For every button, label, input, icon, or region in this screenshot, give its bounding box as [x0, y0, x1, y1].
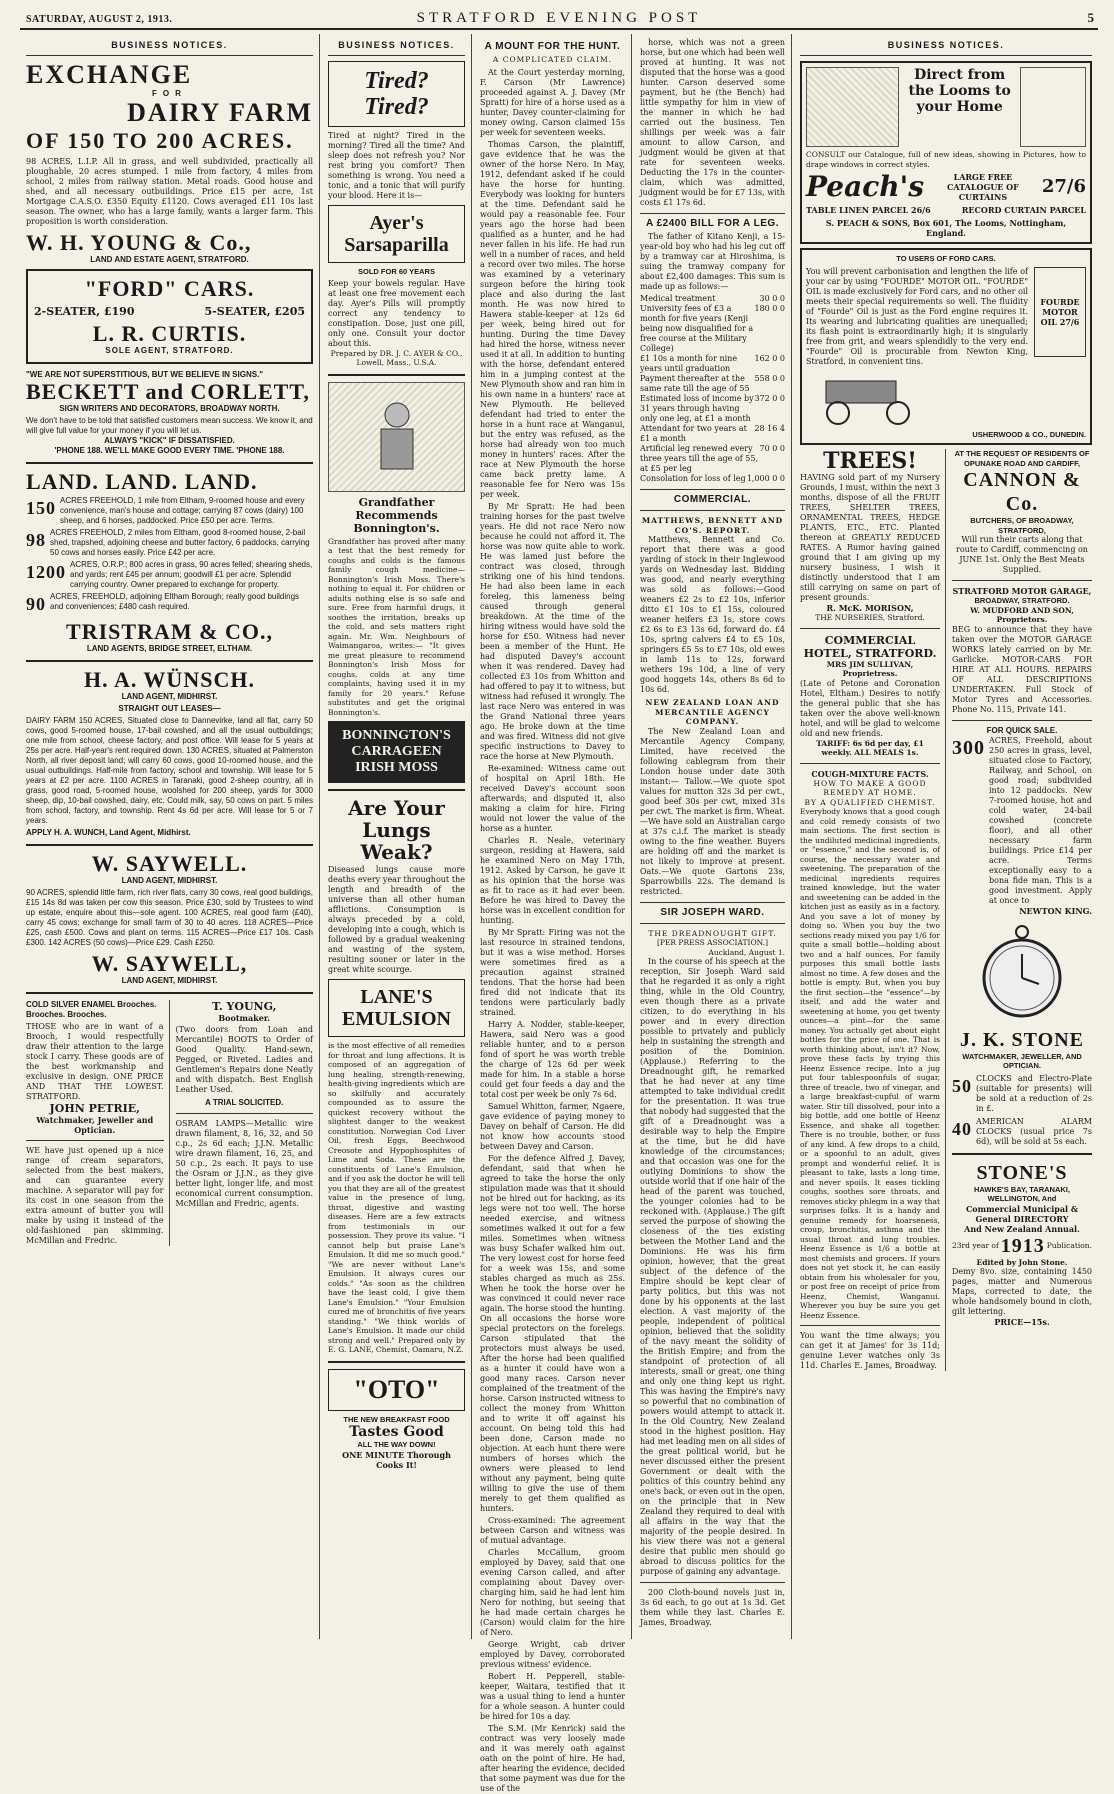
leg-heading: A £2400 BILL FOR A LEG.	[645, 218, 779, 229]
fourde-ad	[800, 248, 1092, 445]
ayers-maker: Prepared by DR. J. C. AYER & CO., Lowell, Mass., U.S.A.	[330, 348, 463, 367]
directory-places: HAWKE'S BAY, TARANAKI, WELLINGTON, And	[974, 1184, 1070, 1203]
stone-40-number: 40	[952, 1118, 972, 1139]
ford-cars-ad	[26, 269, 313, 364]
saywell-name-2: W. SAYWELL,	[91, 951, 248, 976]
directory-annual: And New Zealand Annual.	[964, 1223, 1080, 1234]
wunsch-name: H. A. WÜNSCH.	[84, 667, 255, 692]
paper-title: STRATFORD EVENING POST	[416, 10, 702, 26]
peach-table-parcel: TABLE LINEN PARCEL 26/6	[806, 205, 931, 215]
young-boot-ad	[176, 1000, 314, 1246]
column-5	[794, 34, 1098, 1639]
exchange-farm: DAIRY FARM	[127, 98, 313, 127]
beckett-phone: 'PHONE 188. WE'LL MAKE GOOD EVERY TIME. 'PHONE 188.	[54, 446, 285, 455]
beckett-tagline: "WE ARE NOT SUPERSTITIOUS, BUT WE BELIEVE IN SIGNS."	[26, 370, 264, 379]
land-heading: LAND. LAND. LAND.	[26, 469, 258, 494]
young-boot-name: T. YOUNG,	[212, 1000, 277, 1013]
bonnington-brand: BONNINGTON'S CARRAGEEN IRISH MOSS	[328, 721, 465, 783]
beckett-kick: ALWAYS "KICK" IF DISSATISFIED.	[104, 436, 235, 445]
lungs-heading: Are Your Lungs Weak?	[348, 796, 445, 864]
broadway-novels: 200 Cloth-bound novels just in, 3s 6d each, to go out at 1s 3d. Get them while they last. Charles E. James, Broadway.	[640, 1588, 785, 1627]
ford-agent-sub: SOLE AGENT, STRATFORD.	[105, 346, 234, 355]
peach-brand: Peach's	[806, 170, 925, 203]
right-subcolumn	[952, 449, 1092, 1371]
separator-ad: WE have just opened up a nice range of cream separators, selected from the best makers, and can guarantee every machine. A separator will pay for its cost in one season from the extra amount of butter you will make by using it instead of the old-fashioned pan skimming. McMillan and Fredric.	[26, 1146, 164, 1245]
tristram-name: TRISTRAM & CO.,	[66, 619, 273, 644]
ayers-brand: Ayer's Sarsaparilla	[328, 205, 465, 263]
sale-agent: NEWTON KING.	[1019, 905, 1092, 916]
cannon-name: CANNON & Co.	[963, 469, 1081, 515]
directory-price: PRICE—15s.	[994, 1317, 1050, 1327]
ward-body: In the course of his speech at the reception, Sir Joseph Ward said that he regarded it as only a right thing, while in the Old Country, even though there as a private citizen, to do everything in his power and in every direction possible to privately and publicly help in sustaining the strength and position of the Dominion. (Applause.) Referring to the Dreadnought gift, he remarked that he had never at any time attempted to take individual credit for the presentation. It was true that nobody had suggested that the gift of a Dreadnought was a desirable way to help the Empire at the time, but he did have knowledge of the circumstances; and that occasion was one for the outlying Dominions to show the outside world that if one hair of the head of the parent was touched, the younger colonies had to be reckoned with. (Applause.) The gift served the purpose of showing the closeness of the ties existing between the Mother Land and the Dominions. He was his firm opinion, however, that the great subject of the defence of the Empire should be kept clear of party politics, but this was not done by his opponents at the last election. A vast majority of the people, independent of political opinion, believed that the solidity of the navy meant the solidity of the British Empire; and from the standpoint of protection of all interests, small or great, one thing and only one thing kept us right. This was having the Empire's navy so powerful that no combination of powers would attempt to attack it. In the Old Country, New Zealand stood in the highest position. Hay had met leading men on all sides of the great political world, but he never discussed either the present Government or dealt with the politics of this country behind any one's back, or even out in the open, on the principle that in New Zealand they required to deal with all affairs in the way that the majority of the people desired. In his view there was not a general desire that public men should go abroad to discuss politics for the purpose of gaining any advantage.	[640, 957, 785, 1576]
leg-table	[640, 294, 785, 484]
fourde-tin: FOURDE MOTOR OIL 27/6	[1034, 267, 1086, 357]
young-agent-sub: LAND AND ESTATE AGENT, STRATFORD.	[90, 255, 249, 264]
garage-body: BEG to announce that they have taken over the MOTOR GARAGE WORKS lately carried on by Mr. Garlicke. MOTOR-CARS FOR HIRE AT ALL HOURS. REPAIRS OF ALL DESCRIPTIONS UNDERTAKEN. Full Stock of Motor Tyres and Accessories. Phone No. 115, Private 141.	[952, 624, 1092, 714]
garage-heading: STRATFORD MOTOR GARAGE,	[952, 586, 1092, 596]
trees-heading: TREES!	[823, 448, 917, 474]
hunt-subheading: A COMPLICATED CLAIM.	[492, 55, 613, 64]
leg-table-row: University fees of £3 a month for five years (Kenji being now disqualified for a free course at the Military College) 180 0 0	[640, 304, 785, 353]
section-heading: BUSINESS NOTICES.	[887, 40, 1005, 50]
ward-assoc: [PER PRESS ASSOCIATION.]	[656, 938, 769, 947]
peach-maker: S. PEACH & SONS, Box 601, The Looms, Nottingham, England.	[825, 218, 1067, 238]
ford-heading: "FORD" CARS.	[84, 276, 255, 301]
fourde-body: You will prevent carbonisation and lengthen the life of your car by using "FOURDE" MOTOR OIL. "FOURDE" OIL is made exclusively for Ford cars, and no other oil meets their special requirements so well. The fluidity of "Fourde" Oil is just as the Ford engine requires it. Its wearing and lubricating qualities are unequalled; its flash point is extraordinarily high; it is singularly free from grit, and wears splendidly to the very end. "Fourde" Oil is procurable from Newton King, Stratford, in convenient tins.	[806, 266, 1028, 366]
wunsch-apply: APPLY H. A. WUNCH, Land Agent, Midhirst.	[26, 828, 191, 837]
directory-body: Demy 8vo. size, containing 1450 pages, matter and Numerous Maps, corrected to date, the whole handsomely bound in cloth, gilt lettering.	[952, 1267, 1092, 1316]
leg-table-row: Medical treatment 30 0 0	[640, 294, 785, 303]
fourde-heading: TO USERS OF FORD CARS.	[896, 254, 996, 263]
tired-heading: Tired? Tired?	[328, 61, 465, 127]
pocket-watch-icon	[977, 922, 1067, 1022]
garage-proprietor: W. MUDFORD AND SON, Proprietors.	[970, 605, 1074, 624]
ford-agent-name: L. R. CURTIS.	[92, 321, 247, 346]
oto-minute: ONE MINUTE Thorough Cooks It!	[342, 1449, 451, 1470]
sale-heading: FOR QUICK SALE.	[986, 725, 1058, 735]
hunt-continued: horse, which was not a green horse, but one which had been well proved at hunting. It was not disputed that the horse was a good hunter. Carson deserved some payment, but he (the Bench) had little sympathy for him in view of the manner in which he had carried out the business. Ten shillings per week was a fair amount to allow Carson, and judgment would be given at that rate for seventeen weeks. Deducting the 17s in the counter-claim, which was admitted, judgment would be for £7 13s, with costs £1 17s 6d.	[640, 38, 785, 207]
stone-alarms: AMERICAN ALARM CLOCKS (usual price 7s 6d), will be sold at 5s each.	[976, 1116, 1092, 1146]
sale-number: 300	[952, 736, 985, 759]
oto-brand: "OTO"	[328, 1369, 465, 1411]
mbc-heading: MATTHEWS, BENNETT AND CO'S. REPORT.	[641, 516, 784, 535]
land-item: 90 ACRES, FREEHOLD, adjoining Eltham Borough; really good buildings and conveniences; £480 cash required.	[26, 592, 300, 614]
saywell-body: 90 ACRES, splendid little farm, rich river flats, carry 30 cows, real good buildings, £15 14s 8d was taken per cow this season. Price £30, sold by Trustees to wind up estate, enquire about this—sole agent. 100 ACRES, real good farm (£40), carry 45 cows; exchange for small farm of 30 to 40 acres. 118 ACRES—Price £25, cash £500. Cows and plant on terms. 115 ACRES—Price £17 10s. Cash £300. 142 ACRES (50 cows)—Price £29. Cash £250.	[26, 888, 313, 947]
oto-way: ALL THE WAY DOWN!	[357, 1440, 436, 1449]
stone-sub: WATCHMAKER, JEWELLER, AND OPTICIAN.	[962, 1051, 1082, 1070]
bonnington-body: Grandfather has proved after many a test that the best remedy for coughs and colds is the famous family cough medicine—Bonnington's Irish Moss. There's nothing to equal it. For children or adults nothing else is so safe and sure. Free from harmful drugs, it soothes the irritation, breaks up the cold, and sets matters right again. Mr. Wm. Neighbours of Waimangaroa, writes:— "It gives me great pleasure to recommend Bonnington's Irish Moss for coughs, colds at any time complaints, having used it in my family for 20 years." Refuse substitutes and get the original Bonnington's.	[328, 536, 465, 717]
beckett-trade: SIGN WRITERS AND DECORATORS, BROADWAY NORTH.	[59, 404, 280, 413]
hotel-proprietor: MRS JIM SULLIVAN, Proprietress.	[826, 659, 914, 678]
masthead	[20, 8, 1098, 30]
section-heading: BUSINESS NOTICES.	[338, 40, 455, 50]
grandfather-illustration	[328, 382, 465, 492]
ford-5-seater: 5-SEATER, £205	[204, 305, 305, 318]
saywell-sub-2: LAND AGENT, MIDHIRST.	[121, 976, 218, 985]
beckett-body: We don't have to be told that satisfied customers mean success. We know it, and will give full value for your money if you will let us.	[26, 416, 313, 435]
leg-table-row: Estimated loss of income by 31 years through having only one leg, at £1 a month 372 0 0	[640, 394, 785, 423]
beckett-names: BECKETT and CORLETT,	[26, 379, 310, 404]
directory-title: Commercial Municipal & General DIRECTORY	[965, 1203, 1079, 1224]
land-item: 150 ACRES FREEHOLD, 1 mile from Eltham, 9-roomed house and every convenience, man's house and cottage; carrying 87 cows (dairy) 100 sheep, and 6 horses, paddocked. Price £50 per acre. Terms.	[26, 496, 305, 525]
young-boot-body: (Two doors from Loan and Mercantile) BOOTS to Order of Good Quality. Hand-sewn, Pegged, or Riveted. Ladies and Gentlemen's Repairs done Neatly and with dispatch. Best English Leather Used.	[175, 1025, 313, 1094]
ford-2-seater: 2-SEATER, £190	[34, 305, 135, 318]
trees-name: R. McK. MORISON,	[826, 603, 914, 613]
issue-date: SATURDAY, AUGUST 2, 1913.	[26, 14, 173, 25]
stone-clocks: CLOCKS and Electro-Plate (suitable for presents) will be sold at a reduction of 2s in £.	[976, 1073, 1092, 1113]
ward-heading: SIR JOSEPH WARD.	[660, 906, 765, 918]
watch-ad: You want the time always; you can get it at James' for 3s 11d; genuine Lever watches only 3s 11d. Charles E. James, Broadway.	[800, 1331, 940, 1370]
exchange-heading: EXCHANGE	[26, 60, 193, 89]
leg-table-row: £1 10s a month for nine years until graduation 162 0 0	[640, 354, 785, 373]
land-item: 98 ACRES FREEHOLD, 2 miles from Eltham, good 8-roomed house, 2-bail shed, trapshed, adjoining cheese and butter factory, 6 paddocks, carrying 50 cows and horses easily. Price £42 per acre.	[26, 528, 310, 557]
trees-sub: THE NURSERIES, Stratford.	[815, 613, 925, 622]
exchange-for: FOR	[152, 89, 187, 98]
wunsch-sub: LAND AGENT, MIDHIRST.	[121, 692, 218, 701]
loom-illustration	[806, 67, 899, 147]
leg-table-row: Payment thereafter at the same rate till the age of 55 558 0 0	[640, 374, 785, 393]
land-list	[26, 496, 313, 616]
saywell-name: W. SAYWELL.	[91, 851, 248, 876]
ayers-body: Keep your bowels regular. Have at least one free movement each day. Ayer's Pills will promptly correct any tendency to constipation. Dose, just one pill, only one. Consult your doctor about this.	[328, 278, 465, 348]
lanes-brand: LANE'S EMULSION	[328, 979, 465, 1037]
exchange-body: 98 ACRES, L.I.P. All in grass, and well subdivided, practically all ploughable, 20 acres stumped. 1 mile from factory, 4 miles from school, 2 miles from railway station. Metal roads. Good house and shed, and all necessary outbuildings. Price £15 per acre, 1st Mortgage C.A.S.O. £350 Equity £1120. Cows averaged £11 10s last season. The owner, who has a large family, wants a larger farm. This proposition is worth consideration.	[26, 157, 313, 226]
garage-sub: BROADWAY, STRATFORD.	[974, 596, 1070, 605]
clock-illustration	[952, 922, 1092, 1022]
wunsch-lease: STRAIGHT OUT LEASES—	[118, 704, 221, 713]
column-4	[634, 34, 792, 1639]
young-boot-trial: A TRIAL SOLICITED.	[205, 1098, 284, 1107]
commercial-heading: COMMERCIAL.	[673, 494, 752, 505]
hotel-tariff: TARIFF: 6s 6d per day, £1 weekly. ALL MEALS 1s.	[816, 738, 924, 757]
stone-50-number: 50	[952, 1075, 972, 1096]
peach-free: LARGE FREE CATALOGUE OF CURTAINS	[947, 172, 1019, 202]
section-heading: BUSINESS NOTICES.	[111, 40, 228, 50]
petrie-name: JOHN PETRIE,	[49, 1102, 140, 1115]
ayers-sold: SOLD FOR 60 YEARS	[358, 267, 435, 276]
peach-direct: Direct from the Looms to your Home	[908, 67, 1011, 115]
leg-table-row: Consolation for loss of leg 1,000 0 0	[640, 474, 785, 483]
tired-body: Tired at night? Tired in the morning? Tired all the time? And sleep does not refresh you? Nor rest bring you comfort? Then something is wrong. You need a tonic, and a tonic that will purify your blood. Here it is—	[328, 131, 465, 200]
cannon-body: Will run their carts along that route to Cardiff, commencing on JUNE 1st. Only the Best Meats Supplied.	[956, 535, 1088, 574]
hunt-heading: A MOUNT FOR THE HUNT.	[484, 41, 621, 52]
exchange-acres: OF 150 TO 200 ACRES.	[26, 128, 294, 153]
column-1	[20, 34, 320, 1639]
tristram-sub: LAND AGENTS, BRIDGE STREET, ELTHAM.	[86, 644, 253, 653]
mbc-body: Matthews, Bennett and Co. report that there was a good yarding of stock in their Inglewood yards on Wednesday last. Bidding was good, and nearly everything was sold as follows:—Good weaners £2 2s to £2 10s, inferior ditto £1 10s to £1 15s, coloured weaner heifers £3 1s, store cows £2 6s to £3 13s 6d, forward do. £4 10s, spring calvers £4 to £5 10s, springers £5 5s to £7 10s, old ewes in lamb 11s to 12s, forward wethers 19s 10d, a line of very good hoggets 14s, others 8s 6d to 10s 6d.	[640, 535, 785, 694]
cannon-request: AT THE REQUEST OF RESIDENTS OF OPUNAKE ROAD AND CARDIFF,	[954, 449, 1090, 468]
cough-subheading: HOW TO MAKE A GOOD REMEDY AT HOME.	[813, 778, 927, 797]
petrie-sub: Watchmaker, Jeweller and Optician.	[36, 1115, 154, 1135]
wunsch-body: DAIRY FARM 150 ACRES, Situated close to Dannevirke, land all flat, carry 50 cows, good 5-roomed house, 17-bail cowshed, and all the usual outbuildings; one mile from school, cheese factory, and post office. Will lease for 5 years at 25s per acre. Half-year's rent required down. 130 ACRES, situated at Palmerston North, all river deposit land; will carry 60 cows, good 10-roomed house, and the usual outbuildings. Half-mile from factory, school and township. Will lease for 5 years at £2 per acre. 1100 ACRES in Taranaki, good 2-sheep country, all in grass, good road, 5-roomed house, woolshed for 200 sheep, yards for 3000 sheep, dip, 10-bail cowshed, dairy, etc. Could milk, say, 50 cows on part. 5 miles from school, factory, and township. Rent 4s 6d per acre. Will lease for 5 or 7 years.	[26, 716, 314, 825]
lungs-body: Diseased lungs cause more deaths every year throughout the length and breadth of the universe than all other human afflictions. Consumption is always preceded by a cold, developing into a cough, which is followed by a gradual weakening and wasting of the system, resulting sooner or later in the great white scourge.	[328, 865, 465, 974]
sale-body: ACRES, Freehold, about 250 acres in grass, level, situated close to Factory, Railway, and School, on good road; subdivided into 12 paddocks. New 7-roomed house, hot and cold water, 24-bail cowshed (concrete floor), and all other necessary farm buildings. Price £14 per acre. Terms exceptionally easy to a bona fide man. This is a good investment. Apply at once to	[989, 735, 1092, 905]
hotel-body: (Late of Petone and Coronation Hotel, Eltham.) Desires to notify the general public that she has taken over the above well-known hotel, and will be glad to welcome old and new friends.	[800, 678, 940, 738]
cough-byline: BY A QUALIFIED CHEMIST.	[804, 797, 936, 807]
peach-consult: CONSULT our Catalogue, full of new ideas, showing in Pictures, how to drape windows in correct styles.	[806, 150, 1086, 169]
trees-body: HAVING sold part of my Nursery Grounds, I must, within the next 3 months, dispose of all the FRUIT TREES, SHELTER TREES, ORNAMENTAL TREES, HEDGE PLANTS, ETC., ETC. Planted thereon at GREATLY REDUCED RATES. A Rumor having gained ground that I am giving up my nursery business, I wish it distinctly understood that I am still carrying on same on part of present grounds.	[800, 473, 940, 602]
nzl-heading: NEW ZEALAND LOAN AND MERCANTILE AGENCY COMPANY.	[645, 698, 780, 726]
leg-body: The father of Kitano Kenji, a 15-year-old boy who had his leg cut off by a tramway car at Hiroshima, is suing the tramway company for about £2,400 damages. This sum is made up as follows:—	[640, 232, 785, 291]
ward-subheading: THE DREADNOUGHT GIFT.	[648, 928, 777, 938]
petrie-tagline: COLD SILVER ENAMEL Brooches. Brooches. Brooches.	[26, 1000, 157, 1019]
directory-year-prefix: 23rd year of	[952, 1240, 999, 1250]
saywell-sub: LAND AGENT, MIDHIRST.	[121, 876, 218, 885]
nzl-body: The New Zealand Loan and Mercantile Agency Company, Limited, have received the following cablegram from their London house under date 30th instant:— Tallow.—We quote spot values for mutton 32s 3d per cwt., good beef 30s per cwt, mixed 31s per cwt. The market is firm. Wheat.—We have sold an Australian cargo at 37s c.i.f. The market is steady owing to the fine weather. Buyers are holding off and the market is not likely to improve at present. Oats.—We quote Gartons 23s, Sparrowbills 22s. The demand is restricted.	[640, 726, 785, 896]
curtain-illustration	[1020, 67, 1086, 147]
hunt-article: At the Court yesterday morning, F. Carson (Mr Lawrence) proceeded against A. J. Davey (Mr Spratt) for hire of a horse used as a hunter, Davey counter-claiming for money owing. Carson claimed 15s per week for seventeen weeks. Thomas Carson, the plaintiff, gave evidence that he was the owner of the horse Nero. In May, 1912, defendant asked if he could have the horse for hunting. Everybody was looking for hunters at the time. Defendant said he would pay a reasonable fee. Four years ago the horse had been qualified as a hunter, and he had never fallen in his life. He had run well in a number of races, and held a record over two miles. The horse was examined by a veterinary surgeon before the hiring took place and also during the last month. He was now hired to Hawera stable-keeper at 12s 6d per week, being hired out for hunting. During the time Davey had hired the horse, witness never used it at all. In addition to hunting with the horse, defendant entered him in a jumping contest at the New Plymouth show and ran him in his own name in a hunters' race at New Plymouth. He believed defendant had tried to enter the horse in a hunt race at Wanganui, but the entry was refused, as the horse had already won too much money in hunters' races. After the race at New Plymouth the horse came back pretty lame. A reasonable fee for Nero was 15s per week. By Mr Spratt: He had been training horses for the past twelve years. He did not race Nero now because he could not afford it. The horse was now quite able to work. He was lamed just before the contract was closed, through striking one of his hind tendons. He had also been lame in each foreleg, this lameness being caused through general breakdown. At the time of the hiring witness would have sold the horse for £50. Witness had never been a member of the Hunt. He had disputed Davey's account when it was rendered. Davey had collected £3 10s from Whitton and had offered to pay it to witness, but witness had refused it wrongly. The last race Nero was entered in was the Grand National three years ago. He broke down at the time and was fired. Witness did not give specific instructions to Davey to race the horse at New Plymouth. Re-examined: Witness came out of hospital on April 18th. He received Davey's account soon afterwards, and disputed it, also making a claim for hire. Firing would not lower the value of the horse as a hunter. Charles R. Neale, veterinary surgeon, residing at Hawera, said he examined Nero on May 17th, 1912. Asked by Carson, he gave it as his opinion that the horse was as fit to race as it had ever been. Before he was hired to Davey the horse was in excellent condition for hunting. By Mr Spratt: Firing was not the last resource in strained tendons, but it was a wise method. Horses were sometimes fired as a precaution against strained tendons. That the horse had been fired did not indicate that its tendons were particularly badly strained. Harry A. Nodder, stable-keeper, Hawera, said Nero was a good reliable hunter, and to a person fond of sport he was worth treble the charge of 12s 6d per week made for him. In a stable a horse could get four feeds a day and the total cost per week be only 7s 6d. Samuel Whitton, farmer, Ngaere, gave evidence of paying money to Davey on behalf of Carson. He did not know how accounts stood between Davey and Carson. For the defence Alfred J. Davey, defendant, said that when he agreed to take the horse the only stipulation made was that it should not be hired out for hacking, as its legs were not too well. The horse needed exercise, and witness sometimes walked it out for a few miles. Sometimes when witness was busy Schafer walked him out. The very lowest cost for horse feed for a week was 15s, and some stables charged as much as 25s. When he took the horse over he was convinced it could never race again. The horse stood the hunting. On all occasions the horse wore special protectors on the forelegs. Carson stipulated that the protectors must always be used. After the horse had been qualified as a hunter it could have won a good many races. Carson never complained of the treatment of the horse. Carson instructed witness to collect the money from Whitton and to write it off against his account. On being told this had been done, Carson made no objection. At each hunt there were numbers of horses which the owners were pleased to lend without any payment, being quite willing to give the use of them merely to get them qualified as hunters. Cross-examined: The agreement between Carson and witness was of mutual advantage. Charles McCallum, groom employed by Davey, said that one evening Carson called, and after complaining about Davey over-charging him, said he had lent him Nero for nothing, but seeing that he had made certain charges he (Carson) would claim for the hire of Nero. George Wright, cab driver employed by Davey, corroborated previous witness' evidence. Robert H. Pepperell, stable-keeper, Waitara, testified that it was a usual thing to lend a hunter for a whole season. A hunter could be hired for 10s a day. The S.M. (Mr Kenrick) said the contract was very loosely made and it was merely oath against oath on the point of hire. He had, after hearing the evidence, decided that some payment was due for the use of the	[480, 67, 625, 1793]
directory-heading: STONE'S	[976, 1161, 1068, 1184]
leg-table-row: Attendant for two years at £1 a month 28 16 4	[640, 424, 785, 443]
peach-price: 27/6	[1041, 176, 1086, 197]
grandfather-icon	[367, 397, 427, 477]
young-boot-sub: Bootmaker.	[218, 1013, 271, 1023]
directory-year: 1913	[1000, 1234, 1045, 1257]
column-3	[474, 34, 632, 1793]
peach-ad	[800, 61, 1092, 244]
directory-edited: Edited by John Stone.	[976, 1257, 1068, 1267]
hotel-name: COMMERCIAL HOTEL, STRATFORD.	[803, 633, 937, 660]
osram-ad: OSRAM LAMPS—Metallic wire drawn filament, 8, 16, 32, and 50 c.p., 2s 6d each; J.J.N. Metallic wire drawn filament, 16, 25, and 50 c.p., 2s each. It pays to use the Osram or J.J.N., as they give better light, longer life, and most economical current consumption. McMillan and Fredric, agents.	[175, 1119, 313, 1208]
leg-table-row: Artificial leg renewed every three years till the age of 55, at £5 per leg 70 0 0	[640, 444, 785, 473]
peach-record-parcel: RECORD CURTAIN PARCEL	[961, 205, 1086, 215]
ward-place: Auckland, August 1.	[708, 947, 785, 957]
motor-car-icon	[806, 367, 936, 427]
cough-body: Everybody knows that a good cough and cold remedy consists of two main sections. The first section is the undiluted medicinal ingredients, or "essence," and the second is, of course, the necessary water and sweetening. The preparation of the medicinal ingredients requires trained knowledge, but the water and sweetening can be added in the kitchen just as easily as in a factory. And you save a lot of money by doing so. When you buy the two sections ready mixed you pay 1/6 for quite a small bottle—holding about two and a half ounces. For family purposes this small bottle lasts almost no time. A few doses and the bottle is empty. But, when you buy the first section—the "essence"—by itself, and add the water and sweetening at home, you get twenty ounces—a pint—for the same money. You actually get about eight bottles for the price of one. That is worth thinking about, isn't it? Now, prove these facts by trying this Heenz Essence recipe. Into a jug put four tablespoonfuls of sugar, three of treacle, two of vinegar, and a large breakfast-cupful of warm water. Stir till dissolved, pour into a big bottle, add one bottle of Heenz Essence, and shake all together. There is no trouble, bother, or fuss of any kind. A few drops to a child, or a spoonful to an adult, gives prompt and wonderful relief. It is pleasant to take, lasts a long time, and never spoils. It eases tickling coughs, soothes sore throats, and removes sticky phlegm in a way that surprises folks. It is a handy and genuine remedy for hoarseness, croup, bronchitis, asthma and the usual throat and lung troubles. Heenz Essence is 1/6 a bottle at most chemists and grocers. If yours does not yet stock it, he can easily obtain from his wholesaler for you, or post free on receipt of price from Heenz, Chemist, Wanganui. Wherever you buy be sure you get Heenz Essence.	[800, 807, 940, 1320]
petrie-body: THOSE who are in want of a Brooch, I would respectfully draw their attention to the large stock I carry. These goods are of the best workmanship and exclusive in design. ONE PRICE AND THAT THE LOWEST. STRATFORD.	[26, 1022, 164, 1101]
directory-year-suffix: Publication.	[1046, 1240, 1092, 1250]
page-number: 5	[1087, 10, 1094, 25]
oto-sub: THE NEW BREAKFAST FOOD	[343, 1414, 450, 1424]
young-agent-name: W. H. YOUNG & Co.,	[26, 230, 252, 255]
lanes-body: is the most effective of all remedies for throat and lung affections. It is composed of an aggregation of lung healing, strength-renewing, health-giving ingredients which are so skilfully and accurately compounded as to assure the quickest recovery without the slightest danger to the weakest constitution. Norwegian Cod Liver Oil, fresh Eggs, Beechwood Creosote and Hypophosphites of Lime and Soda. These are the constituents of Lane's Emulsion, and if you ask the doctor he will tell you that they are all of the greatest value in the presence of lung, throat, digestive and wasting diseases. Here are a few extracts from testimonials in our possession. They prove its value. "I cannot help but praise Lane's Emulsion. It did me so much good." "We are never without Lane's Emulsion. It always cures our colds." "As soon as the children have the least cold, I give them Lane's Emulsion." "Your Emulsion cured me of bronchitis of five years standing." "We think worlds of Lane's Emulsion. It made our child strong and well." Prepared only by E. G. LANE, Chemist, Oamaru, N.Z.	[328, 1041, 465, 1354]
cough-heading: COUGH-MIXTURE FACTS.	[811, 768, 929, 779]
oto-tastes: Tastes Good	[349, 1424, 444, 1440]
stone-name: J. K. STONE	[960, 1028, 1084, 1051]
fourde-maker: USHERWOOD & CO., DUNEDIN.	[972, 429, 1086, 439]
cannon-sub: BUTCHERS, OF BROADWAY, STRATFORD,	[970, 516, 1074, 535]
left-subcolumn	[800, 449, 946, 1371]
column-2	[322, 34, 472, 1639]
bonnington-heading: Grandfather Recommends Bonnington's.	[353, 495, 440, 535]
petrie-ad	[26, 1000, 170, 1246]
land-item: 1200 ACRES, O.R.P.; 800 acres in grass, 90 acres felled; shearing sheds, and yards; rent £45 per annum; goodwill £1 per acre. Splendid carrying country. Owner prepared to exchange for property.	[26, 560, 313, 589]
